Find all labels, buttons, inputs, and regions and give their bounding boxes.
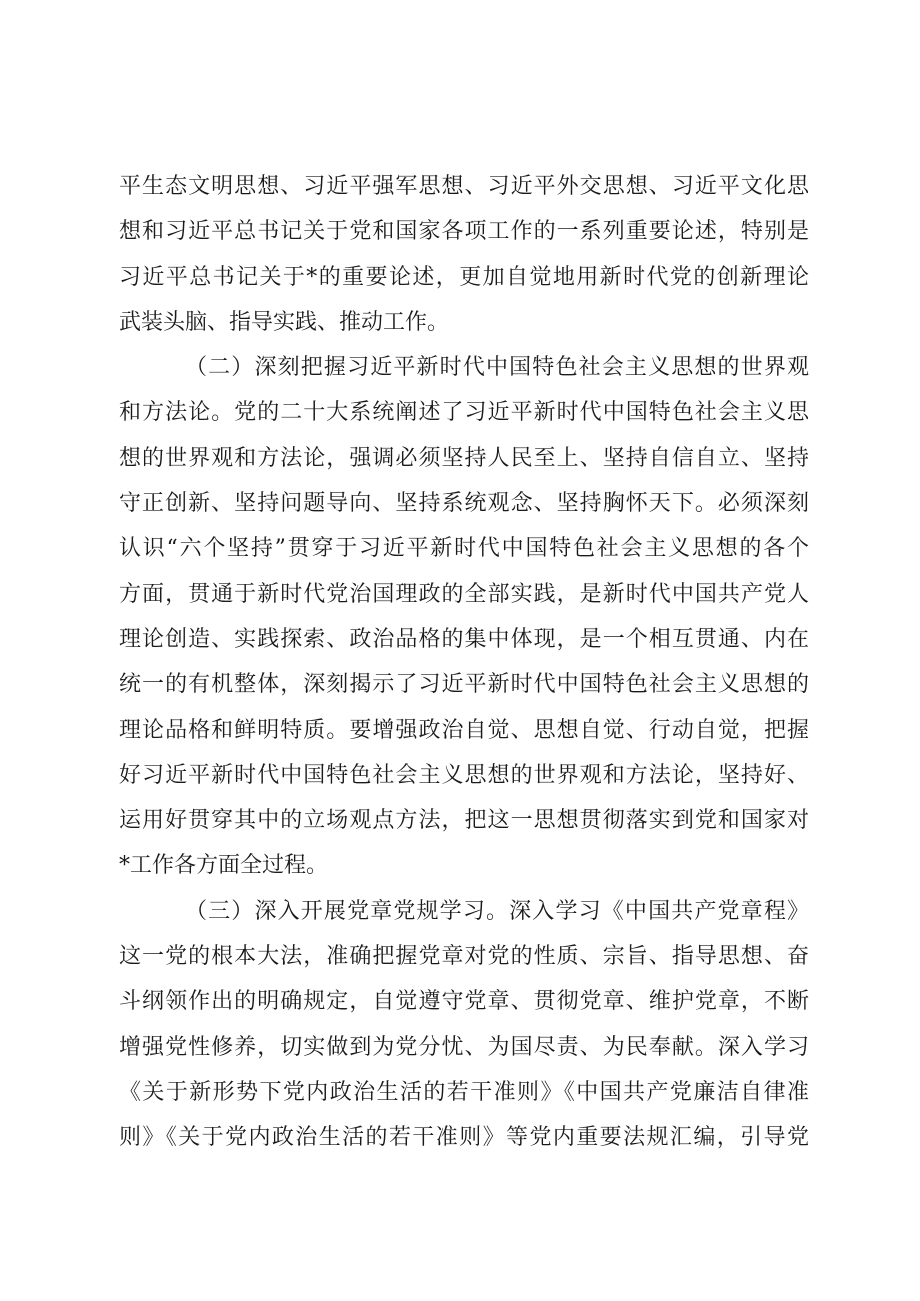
paragraph-line: 斗纲领作出的明确规定，自觉遵守党章、贯彻党章、维护党章，不断 [119,989,809,1015]
paragraph-line: 武装头脑、指导实践、推动工作。 [119,309,450,335]
paragraph-line: 这一党的根本大法，准确把握党章对党的性质、宗旨、指导思想、奋 [119,944,809,970]
section-heading-line: （三）深入开展党章党规学习。深入学习《中国共产党章程》 [185,898,809,924]
paragraph-line: 理论创造、实践探索、政治品格的集中体现，是一个相互贯通、内在 [119,626,809,652]
paragraph-line: 运用好贯穿其中的立场观点方法，把这一思想贯彻落实到党和国家对 [119,808,809,834]
paragraph-line: 《关于新形势下党内政治生活的若干准则》《中国共产党廉洁自律准 [119,1079,809,1105]
paragraph-line: 则》《关于党内政治生活的若干准则》等党内重要法规汇编，引导党 [119,1125,809,1151]
document-body [119,164,809,1161]
paragraph-line: 想的世界观和方法论，强调必须坚持人民至上、坚持自信自立、坚持 [119,445,809,471]
paragraph-line: 和方法论。党的二十大系统阐述了习近平新时代中国特色社会主义思 [119,400,809,426]
paragraph-line: 统一的有机整体，深刻揭示了习近平新时代中国特色社会主义思想的 [119,672,809,698]
paragraph-line: 认识“六个坚持”贯穿于习近平新时代中国特色社会主义思想的各个 [119,536,809,562]
paragraph-line: 想和习近平总书记关于党和国家各项工作的一系列重要论述，特别是 [119,219,809,245]
paragraph-line: 守正创新、坚持问题导向、坚持系统观念、坚持胸怀天下。必须深刻 [119,491,809,517]
paragraph-line: 习近平总书记关于*的重要论述，更加自觉地用新时代党的创新理论 [119,264,809,290]
paragraph-line: *工作各方面全过程。 [119,853,329,879]
paragraph-line: 方面，贯通于新时代党治国理政的全部实践，是新时代中国共产党人 [119,581,809,607]
paragraph-line: 增强党性修养，切实做到为党分忧、为国尽责、为民奉献。深入学习 [119,1034,809,1060]
paragraph-line: 平生态文明思想、习近平强军思想、习近平外交思想、习近平文化思 [119,174,809,199]
section-heading-line: （二）深刻把握习近平新时代中国特色社会主义思想的世界观 [185,355,809,381]
paragraph-line: 理论品格和鲜明特质。要增强政治自觉、思想自觉、行动自觉，把握 [119,717,809,743]
paragraph-line: 好习近平新时代中国特色社会主义思想的世界观和方法论，坚持好、 [119,762,809,788]
